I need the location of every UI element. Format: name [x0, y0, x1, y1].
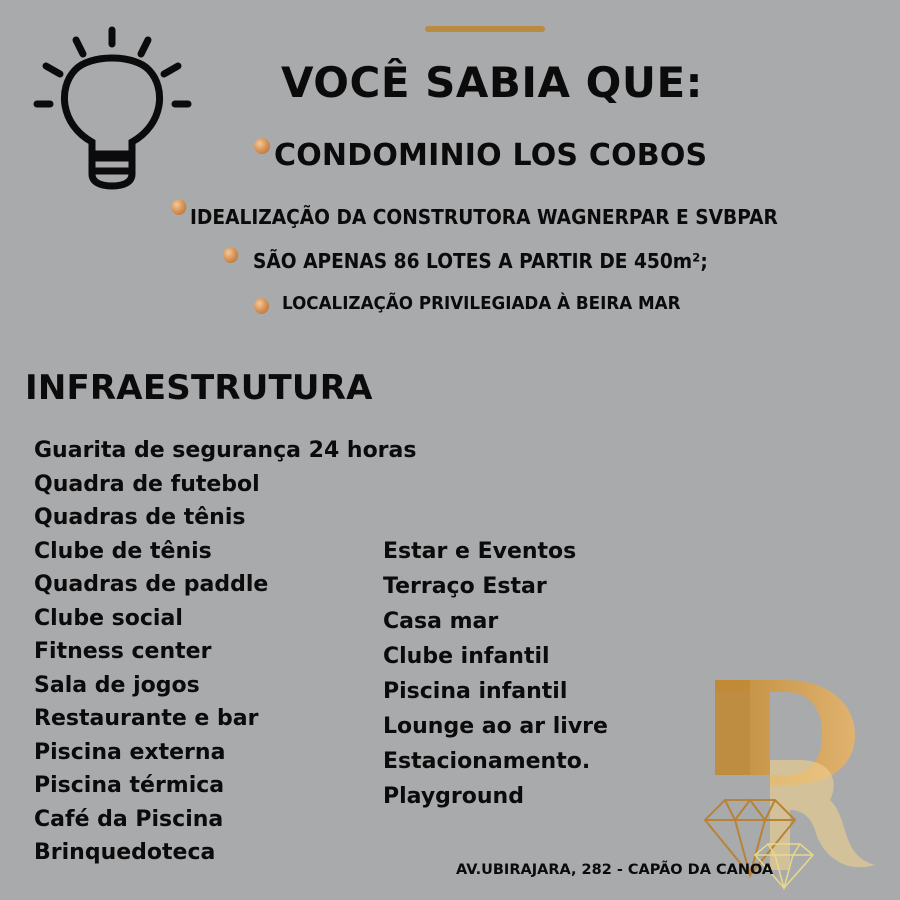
infrastructure-list-right: [383, 534, 608, 814]
bullet-icon: [254, 138, 270, 154]
list-item: Fitness center: [34, 639, 212, 664]
list-item: Casa mar: [383, 609, 499, 634]
list-item: Playground: [383, 784, 524, 809]
highlight-builder: [190, 205, 778, 229]
highlight-condominium: [274, 138, 707, 173]
list-item: Lounge ao ar livre: [383, 714, 608, 739]
infrastructure-heading: INFRAESTRUTURA: [25, 368, 373, 408]
list-item: Estacionamento.: [383, 749, 591, 774]
highlight-text: IDEALIZAÇÃO DA CONSTRUTORA WAGNERPAR E SVBPAR: [190, 205, 778, 229]
list-item: Brinquedoteca: [34, 840, 216, 865]
rr-diamond-logo: [690, 670, 890, 890]
bullet-icon: [223, 247, 238, 263]
bullet-icon: [254, 298, 269, 314]
list-item: Café da Piscina: [34, 806, 224, 832]
list-item: Quadras de tênis: [34, 505, 246, 530]
list-item: Terraço Estar: [383, 574, 547, 599]
highlight-location: [282, 293, 680, 314]
page-title: VOCÊ SABIA QUE:: [281, 58, 703, 107]
list-item: Quadra de futebol: [34, 471, 260, 497]
list-item: Quadras de paddle: [34, 572, 269, 597]
list-item: Piscina térmica: [34, 773, 225, 798]
list-item: Clube infantil: [383, 644, 550, 669]
highlight-text: SÃO APENAS 86 LOTES A PARTIR DE 450m²;: [253, 249, 708, 273]
list-item: Estar e Eventos: [383, 539, 577, 564]
highlight-text: CONDOMINIO LOS COBOS: [274, 138, 708, 173]
gold-divider: [425, 26, 545, 32]
list-item: Restaurante e bar: [34, 706, 259, 731]
list-item: Piscina externa: [34, 739, 226, 765]
list-item: Sala de jogos: [34, 672, 200, 698]
lightbulb-icon: [30, 24, 195, 199]
infrastructure-list-left: [34, 434, 416, 870]
bullet-icon: [171, 199, 186, 215]
list-item: Piscina infantil: [383, 679, 568, 704]
highlight-text: LOCALIZAÇÃO PRIVILEGIADA À BEIRA MAR: [282, 293, 681, 314]
list-item: Clube de tênis: [34, 538, 212, 564]
list-item: Clube social: [34, 605, 183, 631]
highlight-lots: [253, 249, 708, 273]
address: AV.UBIRAJARA, 282 - CAPÃO DA CANOA: [456, 862, 774, 878]
list-item: Guarita de segurança 24 horas: [34, 438, 417, 463]
